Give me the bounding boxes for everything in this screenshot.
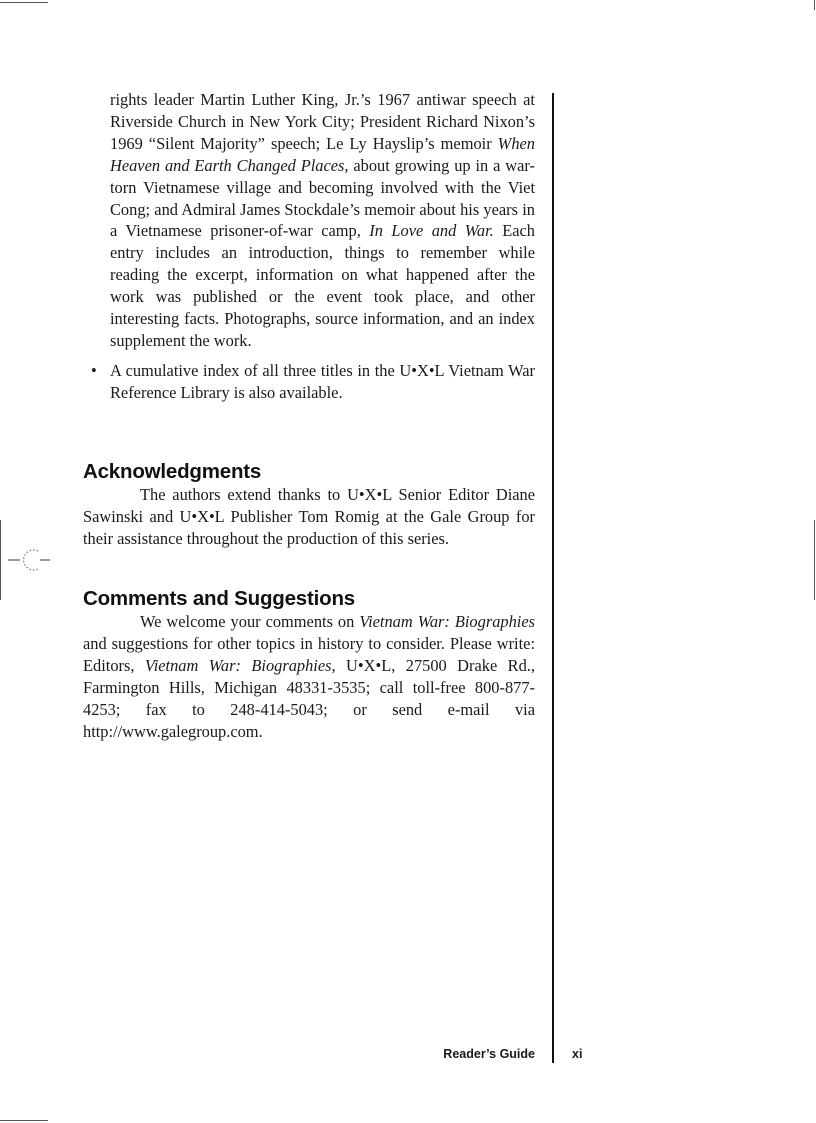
acknowledgments-section	[83, 460, 535, 550]
crop-mark-top-left	[0, 2, 48, 3]
intro-title-italic-1: When Heaven and Earth Changed Places,	[110, 133, 535, 175]
comments-section	[83, 587, 535, 742]
acknowledgments-body: The authors extend thanks to U•X•L Senior Editor Diane Sawinski and U•X•L Publisher Tom Romig at the Gale Group for their assistance throughout the production of this series.	[83, 485, 535, 548]
registration-mark-icon	[8, 545, 54, 575]
bullet-item	[83, 360, 535, 404]
acknowledgments-heading: Acknowledgments	[83, 460, 262, 483]
crop-mark-top-right	[814, 0, 815, 10]
bullet-text: A cumulative index of all three titles in the U•X•L Vietnam War Reference Library is also available.	[110, 360, 535, 402]
comments-text-3: U•X•L, 27500 Drake Rd., Farmington Hills, Michigan 48331-3535; call toll-free 800-877-4253; fax to 248-414-5043; or send e-mail via http://www.galegroup.com.	[83, 655, 535, 741]
bullet-dot: •	[91, 360, 97, 380]
comments-title-italic-2: Vietnam War: Biographies,	[144, 655, 336, 675]
comments-heading: Comments and Suggestions	[83, 587, 355, 610]
crop-mark-right-mid	[814, 520, 815, 600]
comments-text-1: We welcome your comments on	[140, 612, 360, 631]
comments-body	[83, 611, 535, 742]
intro-text-1: rights leader Martin Luther King, Jr.’s 1967 antiwar speech at Riverside Church in New York City; President Richard Nixon’s 1969 “Silent Majority” speech; Le Ly Hayslip’s memoir	[110, 90, 535, 153]
intro-title-italic-2: In Love and War.	[369, 221, 494, 241]
crop-mark-bottom-left	[0, 1120, 48, 1121]
intro-text-2: about growing up in a war-torn Vietnamese village and becoming involved with the Viet Cong; and Admiral James Stockdale’s memoir about his years in a Vietnamese prisoner-of-war camp,	[110, 155, 535, 241]
comments-text-2: and suggestions for other topics in history to consider. Please write: Editors,	[83, 633, 535, 675]
comments-title-italic-1: Vietnam War: Biographies	[359, 612, 535, 631]
running-footer-section: Reader’s Guide	[443, 1047, 535, 1061]
page-number: xi	[572, 1047, 583, 1061]
crop-mark-left-upper	[0, 520, 1, 600]
body-column-top	[83, 89, 535, 404]
margin-rule	[552, 93, 554, 1063]
intro-text-3: Each entry includes an introduction, things to remember while reading the excerpt, information on what happened after the work was published or the event took place, and other interesting facts. Photographs, source information, and an index supplement the work.	[110, 221, 535, 350]
intro-paragraph	[83, 89, 535, 352]
